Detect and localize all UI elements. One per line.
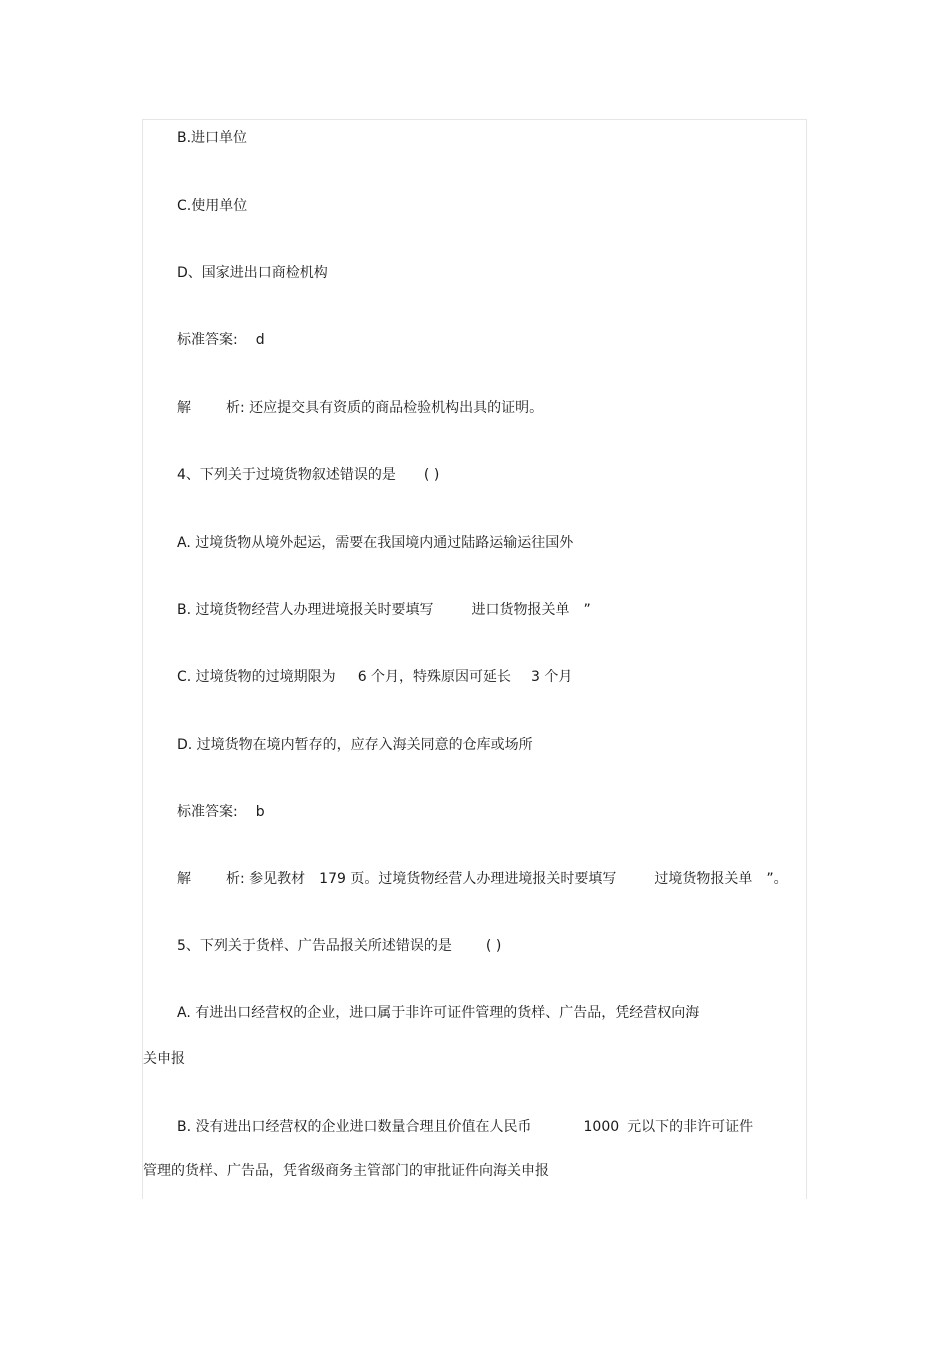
answer-value: b bbox=[255, 804, 265, 820]
explanation-text: 析: 还应提交具有资质的商品检验机构出具的证明。 bbox=[226, 400, 544, 416]
answer-q3 bbox=[177, 330, 265, 350]
question-blank: ( ) bbox=[423, 467, 440, 483]
question-text: 4、下列关于过境货物叙述错误的是 bbox=[177, 467, 396, 483]
answer-q4 bbox=[177, 802, 265, 822]
explanation-q3 bbox=[177, 398, 543, 418]
question-text: 5、下列关于货样、广告品报关所述错误的是 bbox=[177, 938, 452, 954]
explanation-label-a: 解 bbox=[177, 871, 191, 887]
question-blank: ( ) bbox=[485, 938, 502, 954]
q4-option-c bbox=[177, 667, 572, 687]
close-quote: ” bbox=[583, 602, 591, 618]
answer-label: 标准答案: bbox=[177, 332, 238, 348]
amount: 1000 bbox=[583, 1119, 620, 1135]
q5-option-a-cont: 关申报 bbox=[143, 1051, 185, 1067]
answer-label: 标准答案: bbox=[177, 804, 238, 820]
option-text-end: 3 个月 bbox=[531, 669, 573, 685]
form-name: 过境货物报关单 bbox=[654, 871, 753, 887]
explanation-label-a: 解 bbox=[177, 400, 191, 416]
option-text-end: 元以下的非许可证件 bbox=[627, 1119, 754, 1135]
explanation-page: 179 页。过境货物经营人办理进境报关时要填写 bbox=[319, 871, 617, 887]
q4-option-d: D. 过境货物在境内暂存的，应存入海关同意的仓库或场所 bbox=[177, 737, 533, 753]
option-text: B. 没有进出口经营权的企业进口数量合理且价值在人民币 bbox=[177, 1119, 532, 1135]
option-c-user: C.使用单位 bbox=[177, 198, 248, 214]
q4-option-a: A. 过境货物从境外起运，需要在我国境内通过陆路运输运往国外 bbox=[177, 535, 574, 551]
answer-value: d bbox=[255, 332, 265, 348]
q5-option-a: A. 有进出口经营权的企业，进口属于非许可证件管理的货样、广告品，凭经营权向海 bbox=[177, 1005, 700, 1021]
option-text: C. 过境货物的过境期限为 bbox=[177, 669, 336, 685]
option-text: B. 过境货物经营人办理进境报关时要填写 bbox=[177, 602, 434, 618]
option-d-inspection: D、国家进出口商检机构 bbox=[177, 265, 328, 281]
close-quote: ”。 bbox=[766, 871, 788, 887]
question-5 bbox=[177, 936, 501, 956]
explanation-q4 bbox=[177, 869, 788, 889]
form-name: 进口货物报关单 bbox=[471, 602, 570, 618]
explanation-text: 析: 参见教材 bbox=[226, 871, 306, 887]
q4-option-b bbox=[177, 600, 591, 620]
q5-option-b bbox=[177, 1117, 753, 1137]
question-4 bbox=[177, 465, 439, 485]
option-b-importer: B.进口单位 bbox=[177, 130, 248, 146]
q5-option-b-cont: 管理的货样、广告品，凭省级商务主管部门的审批证件向海关申报 bbox=[143, 1163, 549, 1179]
option-text-mid: 6 个月，特殊原因可延长 bbox=[357, 669, 512, 685]
